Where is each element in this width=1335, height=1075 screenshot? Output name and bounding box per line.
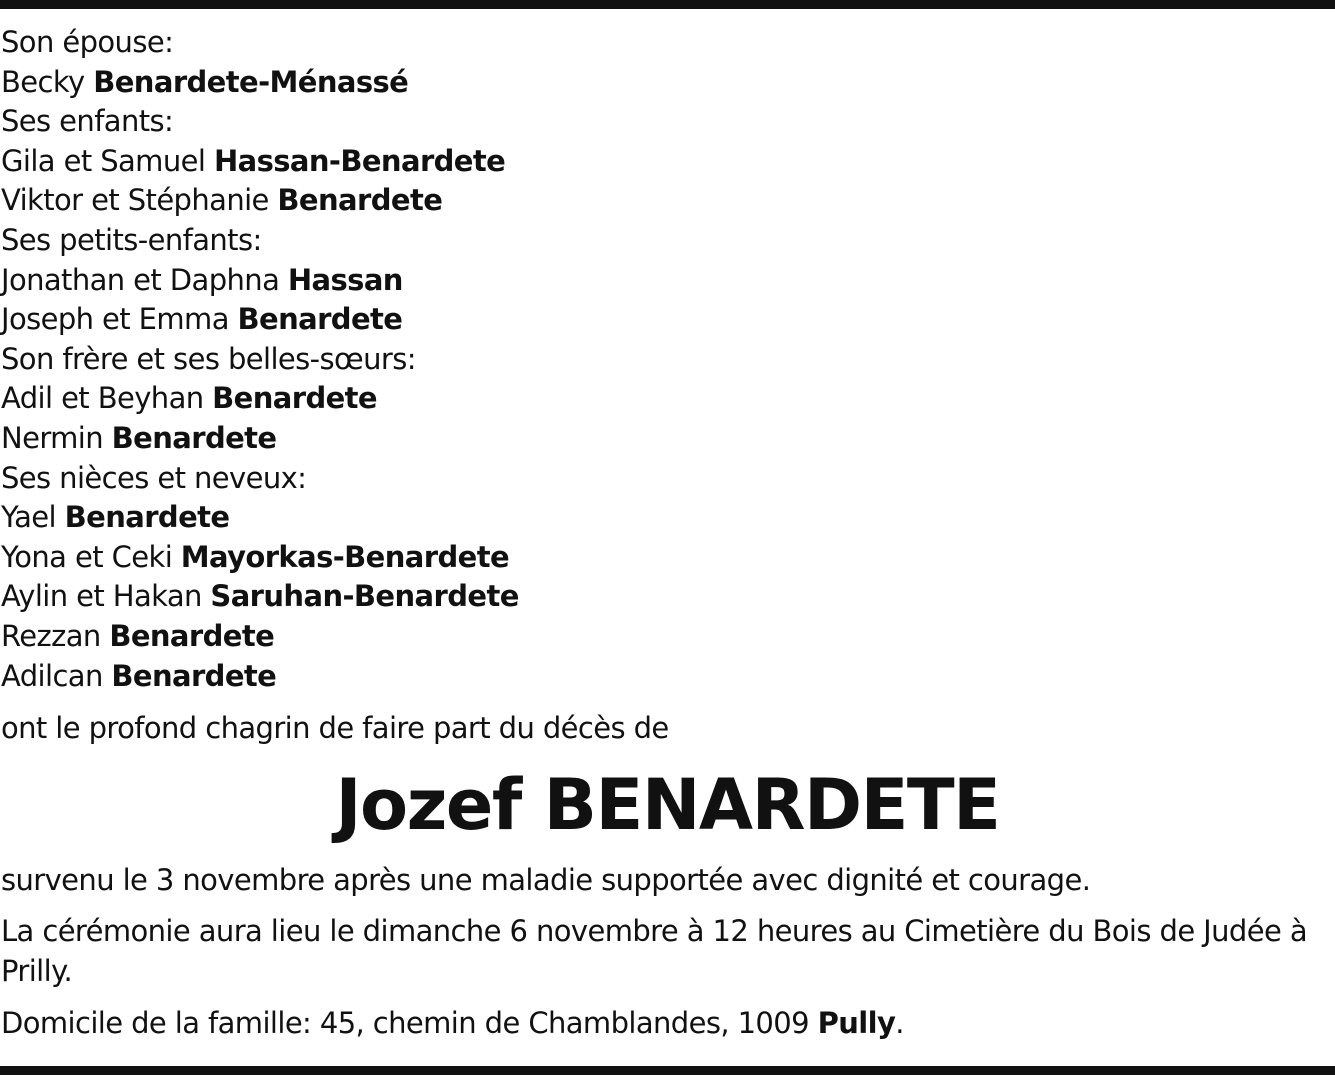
family-line-plain: Becky	[1, 64, 94, 99]
family-line-surname: Benardete	[64, 500, 230, 535]
family-line	[1, 617, 519, 657]
family-line-plain: Rezzan	[1, 618, 110, 653]
family-line-surname: Hassan-Benardete	[213, 143, 506, 178]
family-line-surname: Benardete	[111, 658, 277, 693]
family-line-plain: Joseph et Emma	[1, 302, 238, 337]
family-line	[1, 300, 519, 340]
family-line	[1, 63, 519, 103]
family-line	[1, 142, 519, 182]
family-line	[1, 459, 519, 499]
family-line	[1, 419, 519, 459]
family-line-plain: Viktor et Stéphanie	[1, 183, 278, 218]
announcement-text: ont le profond chagrin de faire part du décès de	[1, 711, 669, 745]
ceremony-text: La cérémonie aura lieu le dimanche 6 novembre à 12 heures au Cimetière du Bois de Judée à Prilly.	[1, 914, 1307, 988]
family-line-plain: Gila et Samuel	[1, 143, 214, 178]
deceased-name: Jozef BENARDETE	[335, 764, 1000, 846]
domicile-address: Domicile de la famille: 45, chemin de Chamblandes, 1009	[1, 1006, 818, 1040]
family-line-surname: Benardete	[212, 381, 378, 416]
family-line-surname: Benardete-Ménassé	[93, 64, 409, 99]
bottom-rule	[0, 1066, 1335, 1075]
domicile-text	[1, 1003, 1335, 1043]
family-line-surname: Saruhan-Benardete	[210, 579, 519, 614]
family-line-plain: Son frère et ses belles-sœurs:	[1, 341, 416, 376]
family-line	[1, 261, 519, 301]
top-rule	[0, 0, 1335, 9]
family-list	[1, 23, 519, 696]
domicile-city: Pully	[817, 1006, 896, 1040]
family-line-plain: Yona et Ceki	[1, 539, 181, 574]
family-line-surname: Mayorkas-Benardete	[180, 539, 510, 574]
family-line-plain: Adil et Beyhan	[1, 381, 213, 416]
family-line-plain: Adilcan	[1, 658, 112, 693]
family-line-surname: Benardete	[109, 618, 275, 653]
family-line	[1, 657, 519, 697]
family-line-plain: Nermin	[1, 420, 112, 455]
family-line-surname: Benardete	[277, 183, 443, 218]
domicile-end: .	[895, 1006, 904, 1040]
family-line-plain: Ses petits-enfants:	[1, 222, 262, 257]
family-line	[1, 538, 519, 578]
family-line	[1, 340, 519, 380]
family-line	[1, 577, 519, 617]
family-line	[1, 23, 519, 63]
family-line-plain: Yael	[1, 500, 65, 535]
family-line-surname: Benardete	[237, 302, 403, 337]
family-line-surname: Benardete	[111, 420, 277, 455]
family-line	[1, 221, 519, 261]
family-line	[1, 498, 519, 538]
family-line-plain: Ses enfants:	[1, 104, 174, 139]
family-line-plain: Son épouse:	[1, 25, 174, 59]
death-info-text: survenu le 3 novembre après une maladie supportée avec dignité et courage.	[1, 863, 1091, 897]
family-line-plain: Ses nièces et neveux:	[1, 460, 307, 495]
family-line-plain: Jonathan et Daphna	[1, 262, 288, 297]
family-line	[1, 181, 519, 221]
family-line-plain: Aylin et Hakan	[1, 579, 211, 614]
family-line	[1, 102, 519, 142]
family-line-surname: Hassan	[287, 262, 403, 297]
family-line	[1, 379, 519, 419]
